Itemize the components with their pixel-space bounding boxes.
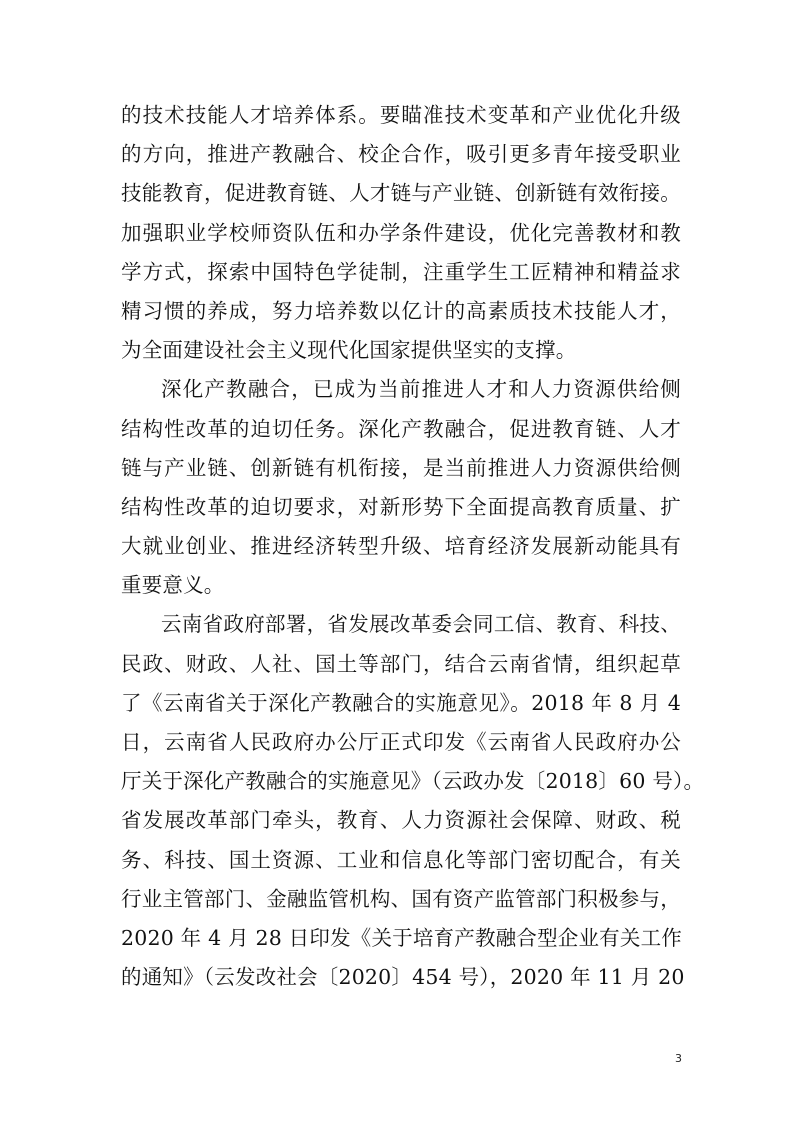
paragraph-start-line: 云南省政府部署，省发展改革委会同工信、教育、科技、 [161,612,681,637]
text-line: 的方向，推进产教融合、校企合作，吸引更多青年接受职业 [121,142,681,167]
text-line: 务、科技、国土资源、工业和信息化等部门密切配合，有关 [121,847,681,872]
text-line: 大就业创业、推进经济转型升级、培育经济发展新动能具有 [121,534,681,559]
text-line: 结构性改革的迫切要求，对新形势下全面提高教育质量、扩 [121,494,681,519]
text-line: 精习惯的养成，努力培养数以亿计的高素质技术技能人才， [121,298,681,323]
text-line: 学方式，探索中国特色学徒制，注重学生工匠精神和精益求 [121,259,681,284]
text-line: 的通知》（云发改社会〔2020〕454 号），2020 年 11 月 20 [121,965,685,990]
text-line: 加强职业学校师资队伍和办学条件建设，优化完善教材和教 [121,220,681,245]
text-line: 结构性改革的迫切任务。深化产教融合，促进教育链、人才 [121,416,681,441]
text-line: 厅关于深化产教融合的实施意见》（云政办发〔2018〕60 号）。 [121,769,705,794]
text-line: 的技术技能人才培养体系。要瞄准技术变革和产业优化升级 [121,103,681,127]
text-line: 省发展改革部门牵头，教育、人力资源社会保障、财政、税 [121,808,681,833]
text-line: 了《云南省关于深化产教融合的实施意见》。2018 年 8 月 4 [121,690,681,715]
page-number: 3 [675,1052,682,1065]
text-line: 为全面建设社会主义现代化国家提供坚实的支撑。 [121,338,577,363]
body-text [121,96,705,997]
text-line: 技能教育，促进教育链、人才链与产业链、创新链有效衔接。 [121,181,681,206]
paragraph-start-line: 深化产教融合，已成为当前推进人才和人力资源供给侧 [161,377,681,402]
text-line: 民政、财政、人社、国土等部门，结合云南省情，组织起草 [121,651,681,676]
text-line: 行业主管部门、金融监管机构、国有资产监管部门积极参与， [121,886,681,911]
text-line: 重要意义。 [121,573,225,598]
text-line: 日，云南省人民政府办公厅正式印发《云南省人民政府办公 [121,730,681,754]
text-line: 2020 年 4 月 28 日印发《关于培育产教融合型企业有关工作 [121,925,682,950]
text-line: 链与产业链、创新链有机衔接，是当前推进人力资源供给侧 [121,455,681,480]
